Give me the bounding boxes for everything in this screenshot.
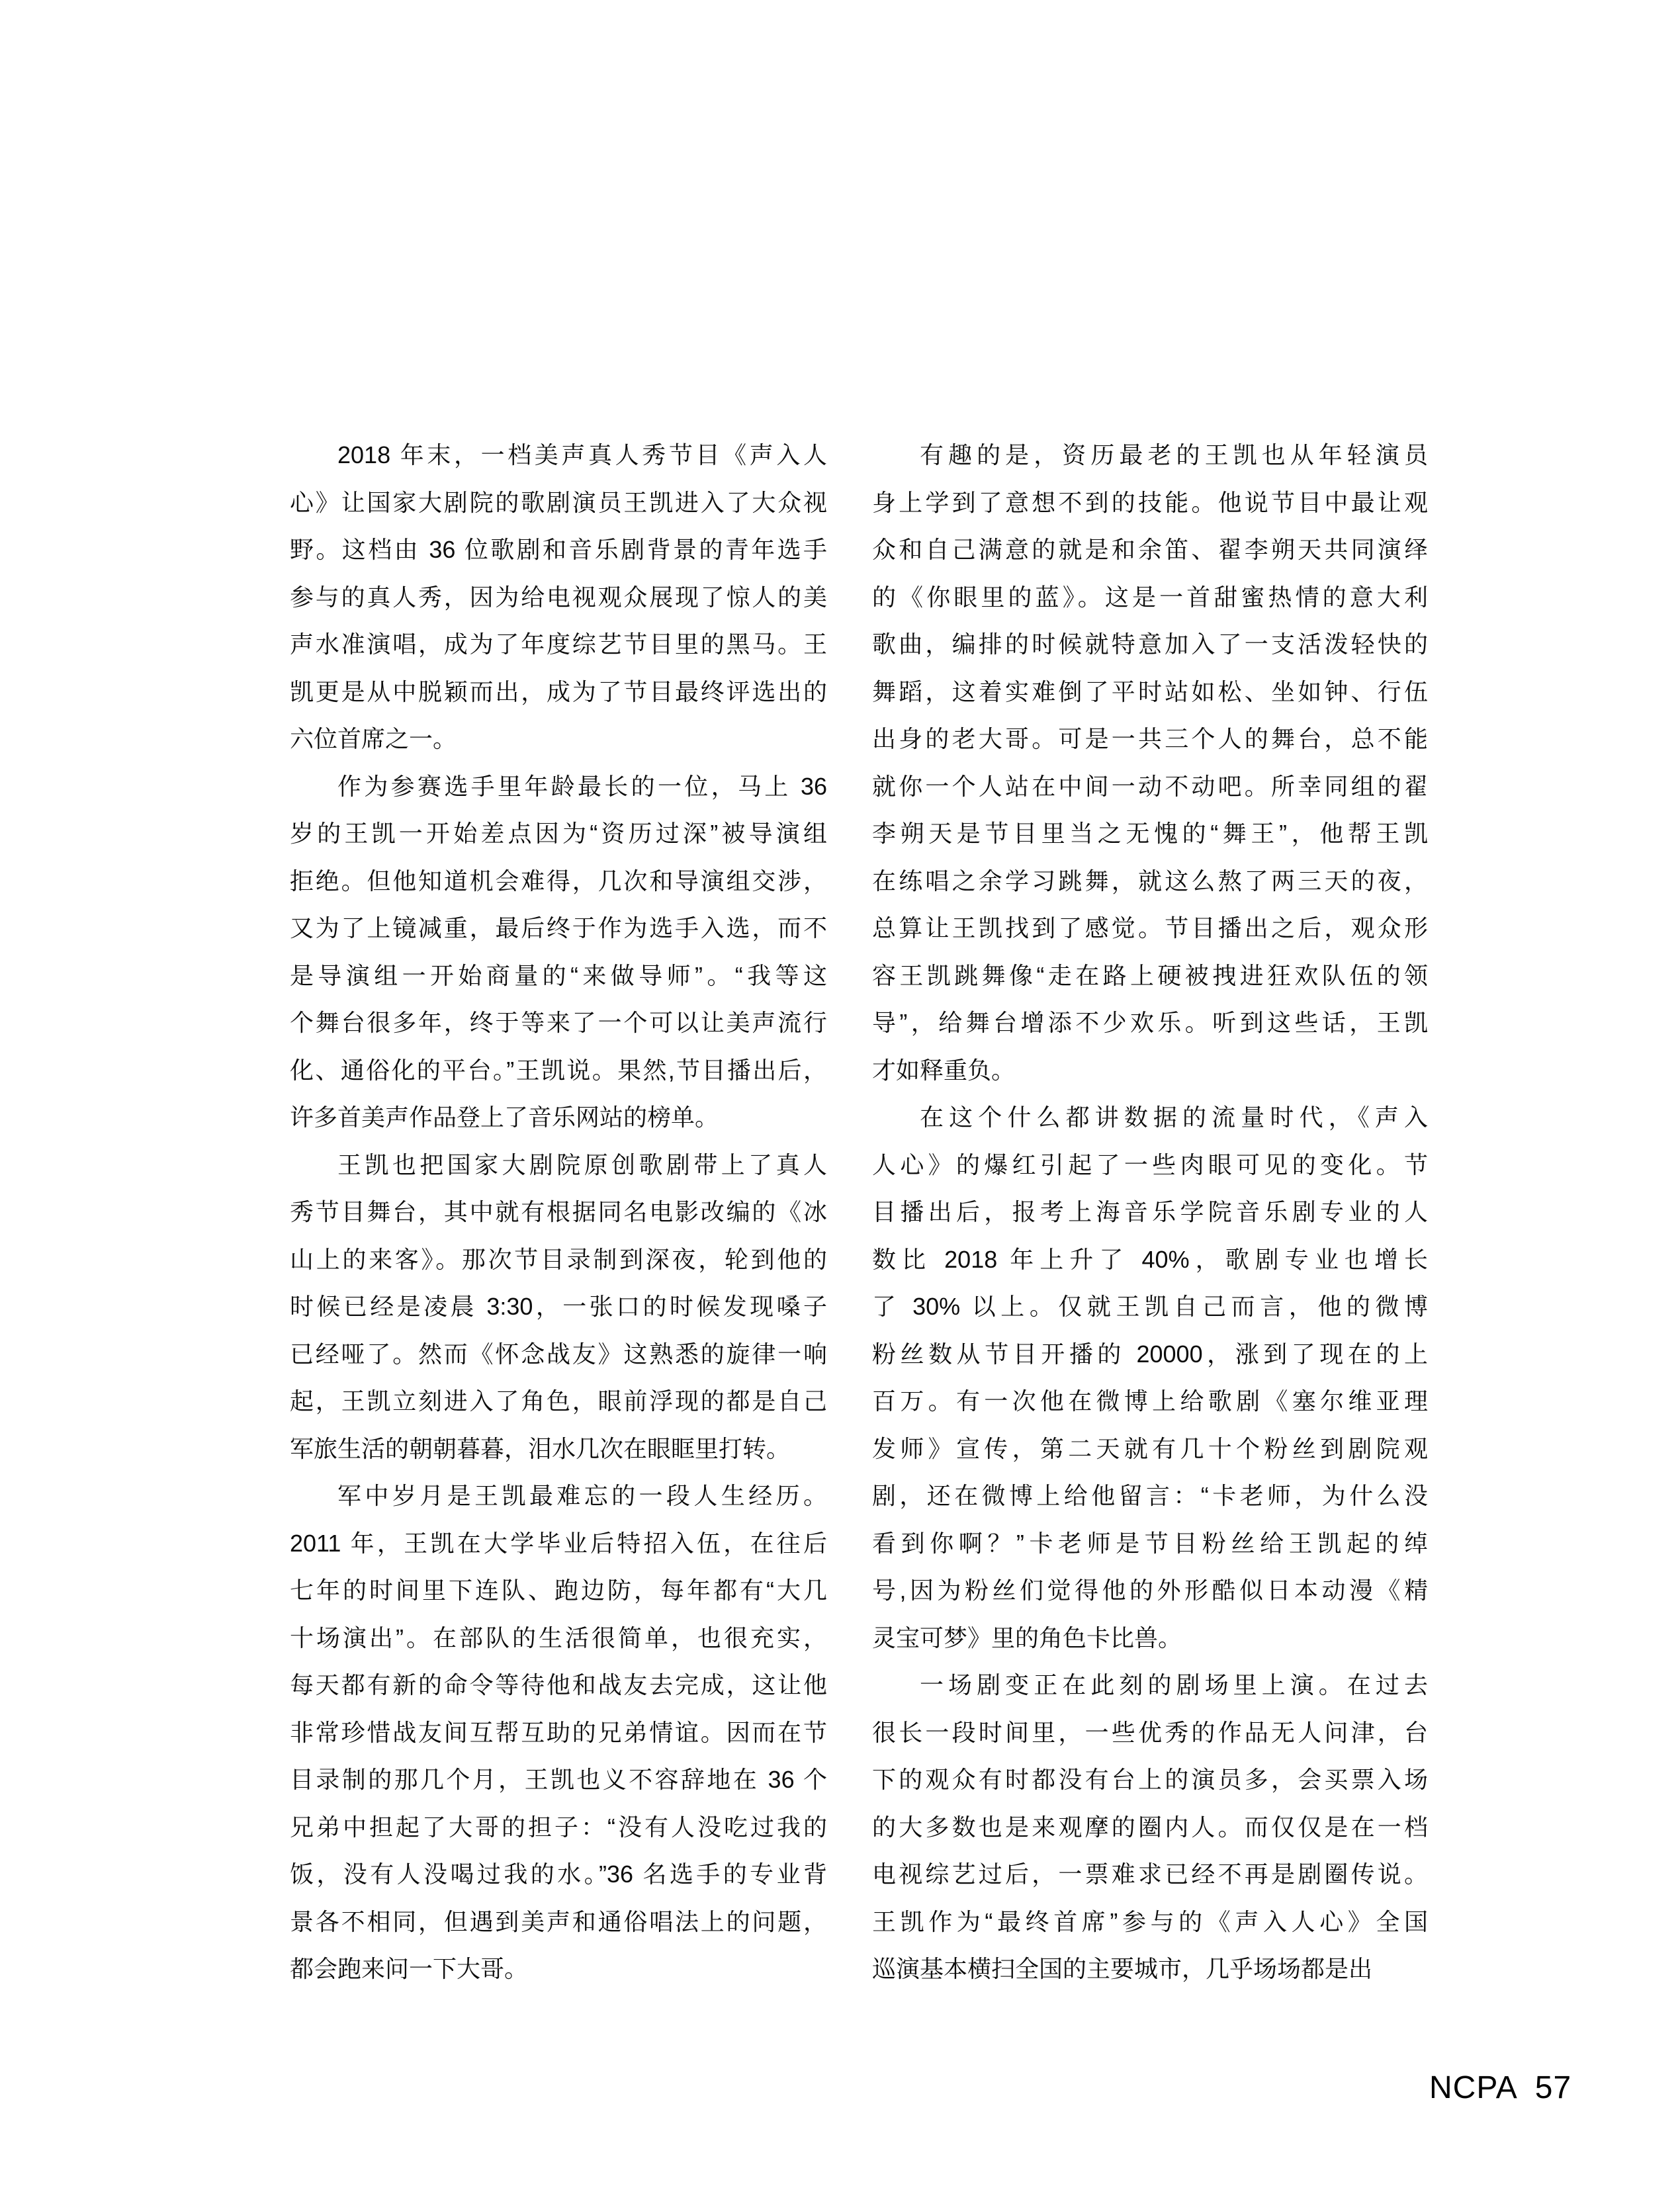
text-line: 声水准演唱，成为了年度综艺节目里的黑马。王 xyxy=(290,631,827,658)
text-line: 拒绝。但他知道机会难得，几次和导演组交涉， xyxy=(290,867,827,895)
journal-brand: NCPA xyxy=(1429,2070,1518,2105)
text-line: 王凯作为“最终首席”参与的《声入人心》全国 xyxy=(872,1907,1428,1935)
text-line: 就你一个人站在中间一动不动吧。所幸同组的翟 xyxy=(872,772,1428,800)
text-line: 才如释重负。 xyxy=(872,1056,1016,1084)
text-line: 十场演出”。在部队的生活很简单，也很充实， xyxy=(290,1624,827,1651)
text-line: 化、通俗化的平台。”王凯说。果然,节目播出后， xyxy=(290,1056,827,1084)
text-line: 粉丝数从节目开播的 20000，涨到了现在的上 xyxy=(872,1340,1428,1368)
text-line: 军旅生活的朝朝暮暮，泪水几次在眼眶里打转。 xyxy=(290,1434,791,1462)
text-line: 又为了上镜减重，最后终于作为选手入选，而不 xyxy=(290,914,827,941)
text-line: 凯更是从中脱颖而出，成为了节目最终评选出的 xyxy=(290,678,827,705)
text-line: 作为参赛选手里年龄最长的一位，马上 36 xyxy=(337,772,827,800)
text-line: 身上学到了意想不到的技能。他说节目中最让观 xyxy=(872,488,1428,516)
text-line: 许多首美声作品登上了音乐网站的榜单。 xyxy=(290,1104,719,1131)
text-line: 每天都有新的命令等待他和战友去完成，这让他 xyxy=(290,1671,827,1698)
page-footer xyxy=(1429,2072,1571,2104)
text-line: 个舞台很多年，终于等来了一个可以让美声流行 xyxy=(290,1009,827,1036)
text-line: 的《你眼里的蓝》。这是一首甜蜜热情的意大利 xyxy=(872,583,1428,611)
text-line: 看到你啊？”卡老师是节目粉丝给王凯起的绰 xyxy=(872,1529,1428,1557)
text-line: 发师》宣传，第二天就有几十个粉丝到剧院观 xyxy=(872,1434,1428,1462)
text-line: 非常珍惜战友间互帮互助的兄弟情谊。因而在节 xyxy=(290,1718,827,1746)
text-line: 李朔天是节目里当之无愧的“舞王”，他帮王凯 xyxy=(872,820,1428,847)
text-line: 在练唱之余学习跳舞，就这么熬了两三天的夜， xyxy=(872,867,1428,895)
text-line: 岁的王凯一开始差点因为“资历过深”被导演组 xyxy=(290,820,827,847)
text-line: 人心》的爆红引起了一些肉眼可见的变化。节 xyxy=(872,1151,1428,1178)
text-line: 了 30% 以上。仅就王凯自己而言，他的微博 xyxy=(872,1293,1428,1320)
text-line: 饭，没有人没喝过我的水。”36 名选手的专业背 xyxy=(290,1860,827,1888)
text-line: 总算让王凯找到了感觉。节目播出之后，观众形 xyxy=(872,914,1428,941)
text-line: 兄弟中担起了大哥的担子：“没有人没吃过我的 xyxy=(290,1813,827,1841)
text-line: 2011 年，王凯在大学毕业后特招入伍，在往后 xyxy=(290,1529,827,1557)
text-line: 起，王凯立刻进入了角色，眼前浮现的都是自己 xyxy=(290,1387,827,1415)
text-line: 号,因为粉丝们觉得他的外形酷似日本动漫《精 xyxy=(872,1577,1428,1604)
text-line: 2018 年末，一档美声真人秀节目《声入人 xyxy=(337,441,827,468)
text-line: 一场剧变正在此刻的剧场里上演。在过去 xyxy=(920,1671,1428,1698)
article-column-left xyxy=(290,431,827,1993)
text-line: 野。这档由 36 位歌剧和音乐剧背景的青年选手 xyxy=(290,536,827,563)
text-line: 已经哑了。然而《怀念战友》这熟悉的旋律一响 xyxy=(290,1340,827,1368)
text-line: 电视综艺过后，一票难求已经不再是剧圈传说。 xyxy=(872,1860,1428,1888)
text-line: 目录制的那几个月，王凯也义不容辞地在 36 个 xyxy=(290,1766,827,1793)
text-line: 是导演组一开始商量的“来做导师”。“我等这 xyxy=(290,961,827,989)
text-line: 秀节目舞台，其中就有根据同名电影改编的《冰 xyxy=(290,1198,827,1225)
article-column-right xyxy=(872,431,1428,1993)
page-number: 57 xyxy=(1534,2070,1572,2105)
text-line: 都会跑来问一下大哥。 xyxy=(290,1955,529,1982)
text-line: 灵宝可梦》里的角色卡比兽。 xyxy=(872,1624,1182,1651)
text-line: 下的观众有时都没有台上的演员多，会买票入场 xyxy=(872,1766,1428,1793)
text-line: 歌曲，编排的时候就特意加入了一支活泼轻快的 xyxy=(872,631,1428,658)
text-line: 巡演基本横扫全国的主要城市，几乎场场都是出 xyxy=(872,1955,1373,1982)
text-line: 出身的老大哥。可是一共三个人的舞台，总不能 xyxy=(872,725,1428,752)
text-line: 有趣的是，资历最老的王凯也从年轻演员 xyxy=(920,441,1428,468)
text-line: 景各不相同，但遇到美声和通俗唱法上的问题， xyxy=(290,1907,827,1935)
text-line: 山上的来客》。那次节目录制到深夜，轮到他的 xyxy=(290,1245,827,1273)
text-line: 目播出后，报考上海音乐学院音乐剧专业的人 xyxy=(872,1198,1428,1225)
text-line: 心》让国家大剧院的歌剧演员王凯进入了大众视 xyxy=(290,488,827,516)
text-line: 容王凯跳舞像“走在路上硬被拽进狂欢队伍的领 xyxy=(872,961,1428,989)
text-line: 七年的时间里下连队、跑边防，每年都有“大几 xyxy=(290,1577,827,1604)
text-line: 数比 2018 年上升了 40%，歌剧专业也增长 xyxy=(872,1245,1428,1273)
text-line: 众和自己满意的就是和余笛、翟李朔天共同演绎 xyxy=(872,536,1428,563)
text-line: 的大多数也是来观摩的圈内人。而仅仅是在一档 xyxy=(872,1813,1428,1841)
text-line: 王凯也把国家大剧院原创歌剧带上了真人 xyxy=(337,1151,827,1178)
text-line: 导”，给舞台增添不少欢乐。听到这些话，王凯 xyxy=(872,1009,1428,1036)
text-line: 军中岁月是王凯最难忘的一段人生经历。 xyxy=(337,1482,827,1509)
text-line: 舞蹈，这着实难倒了平时站如松、坐如钟、行伍 xyxy=(872,678,1428,705)
text-line: 参与的真人秀，因为给电视观众展现了惊人的美 xyxy=(290,583,827,611)
text-line: 六位首席之一。 xyxy=(290,725,457,752)
text-line: 时候已经是凌晨 3:30，一张口的时候发现嗓子 xyxy=(290,1293,827,1320)
text-line: 剧，还在微博上给他留言：“卡老师，为什么没 xyxy=(872,1482,1428,1509)
text-line: 在这个什么都讲数据的流量时代，《声入 xyxy=(920,1104,1428,1131)
text-line: 很长一段时间里，一些优秀的作品无人问津，台 xyxy=(872,1718,1428,1746)
text-line: 百万。有一次他在微博上给歌剧《塞尔维亚理 xyxy=(872,1387,1428,1415)
